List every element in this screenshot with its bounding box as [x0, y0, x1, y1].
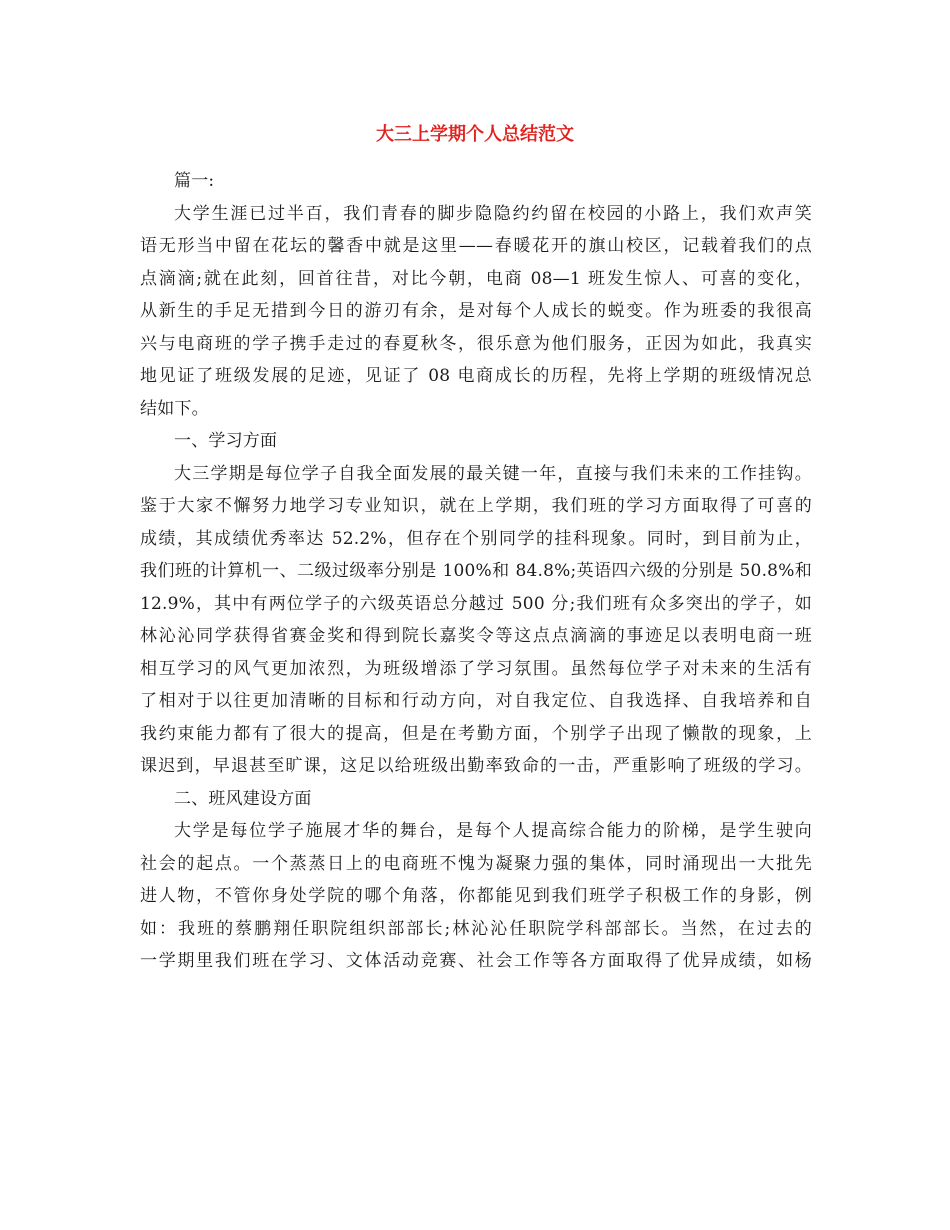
paragraph-line: 12.9%，其中有两位学子的六级英语总分越过 500 分;我们班有众多突出的学子，如 [140, 593, 812, 614]
paragraph-line: 我们班的计算机一、二级过级率分别是 100%和 84.8%;英语四六级的分别是 50.8%和 [140, 561, 812, 581]
paragraph-line: 二、班风建设方面 [174, 788, 312, 809]
paragraph-line: 如：我班的蔡鹏翔任职院组织部部长;林沁沁任职院学科部部长。当然，在过去的 [140, 918, 812, 939]
paragraph-line: 篇一: [174, 171, 215, 191]
paragraph-line: 语无形当中留在花坛的馨香中就是这里——春暖花开的旗山校区，记载着我们的点 [140, 236, 812, 256]
paragraph-line: 林沁沁同学获得省赛金奖和得到院长嘉奖令等这点点滴滴的事迹足以表明电商一班 [140, 626, 812, 646]
paragraph-line: 地见证了班级发展的足迹，见证了 08 电商成长的历程，先将上学期的班级情况总 [140, 366, 812, 386]
paragraph-line: 成绩，其成绩优秀率达 52.2%，但存在个别同学的挂科现象。同时，到目前为止， [140, 528, 812, 549]
paragraph-line: 点滴滴;就在此刻，回首往昔，对比今朝，电商 08—1 班发生惊人、可喜的变化， [140, 268, 812, 289]
paragraph-line: 我约束能力都有了很大的提高，但是在考勤方面，个别学子出现了懒散的现象，上 [140, 723, 812, 744]
paragraph-line: 社会的起点。一个蒸蒸日上的电商班不愧为凝聚力强的集体，同时涌现出一大批先 [140, 853, 812, 874]
paragraph-line: 了相对于以往更加清晰的目标和行动方向，对自我定位、自我选择、自我培养和自 [140, 691, 812, 711]
paragraph-line: 鉴于大家不懈努力地学习专业知识，就在上学期，我们班的学习方面取得了可喜的 [140, 496, 812, 516]
paragraph-line: 一、学习方面 [174, 431, 278, 451]
document-body [140, 165, 812, 978]
paragraph-line: 大学是每位学子施展才华的舞台，是每个人提高综合能力的阶梯，是学生驶向 [174, 821, 812, 841]
paragraph-line: 大三学期是每位学子自我全面发展的最关键一年，直接与我们未来的工作挂钩。 [174, 463, 812, 484]
paragraph-line: 课迟到，早退甚至旷课，这足以给班级出勤率致命的一击，严重影响了班级的学习。 [140, 756, 812, 776]
paragraph-line: 相互学习的风气更加浓烈，为班级增添了学习氛围。虽然每位学子对未来的生活有 [140, 658, 812, 679]
paragraph-line: 兴与电商班的学子携手走过的春夏秋冬，很乐意为他们服务，正因为如此，我真实 [140, 333, 812, 354]
document-title: 大三上学期个人总结范文 [376, 124, 574, 145]
paragraph-line: 进人物，不管你身处学院的哪个角落，你都能见到我们班学子积极工作的身影，例 [140, 886, 812, 906]
paragraph-line: 从新生的手足无措到今日的游刃有余，是对每个人成长的蜕变。作为班委的我很高 [140, 301, 812, 321]
paragraph-line: 结如下。 [140, 398, 209, 419]
paragraph-line: 一学期里我们班在学习、文体活动竞赛、社会工作等各方面取得了优异成绩，如杨 [140, 951, 812, 971]
paragraph-line: 大学生涯已过半百，我们青春的脚步隐隐约约留在校园的小路上，我们欢声笑 [174, 203, 812, 224]
